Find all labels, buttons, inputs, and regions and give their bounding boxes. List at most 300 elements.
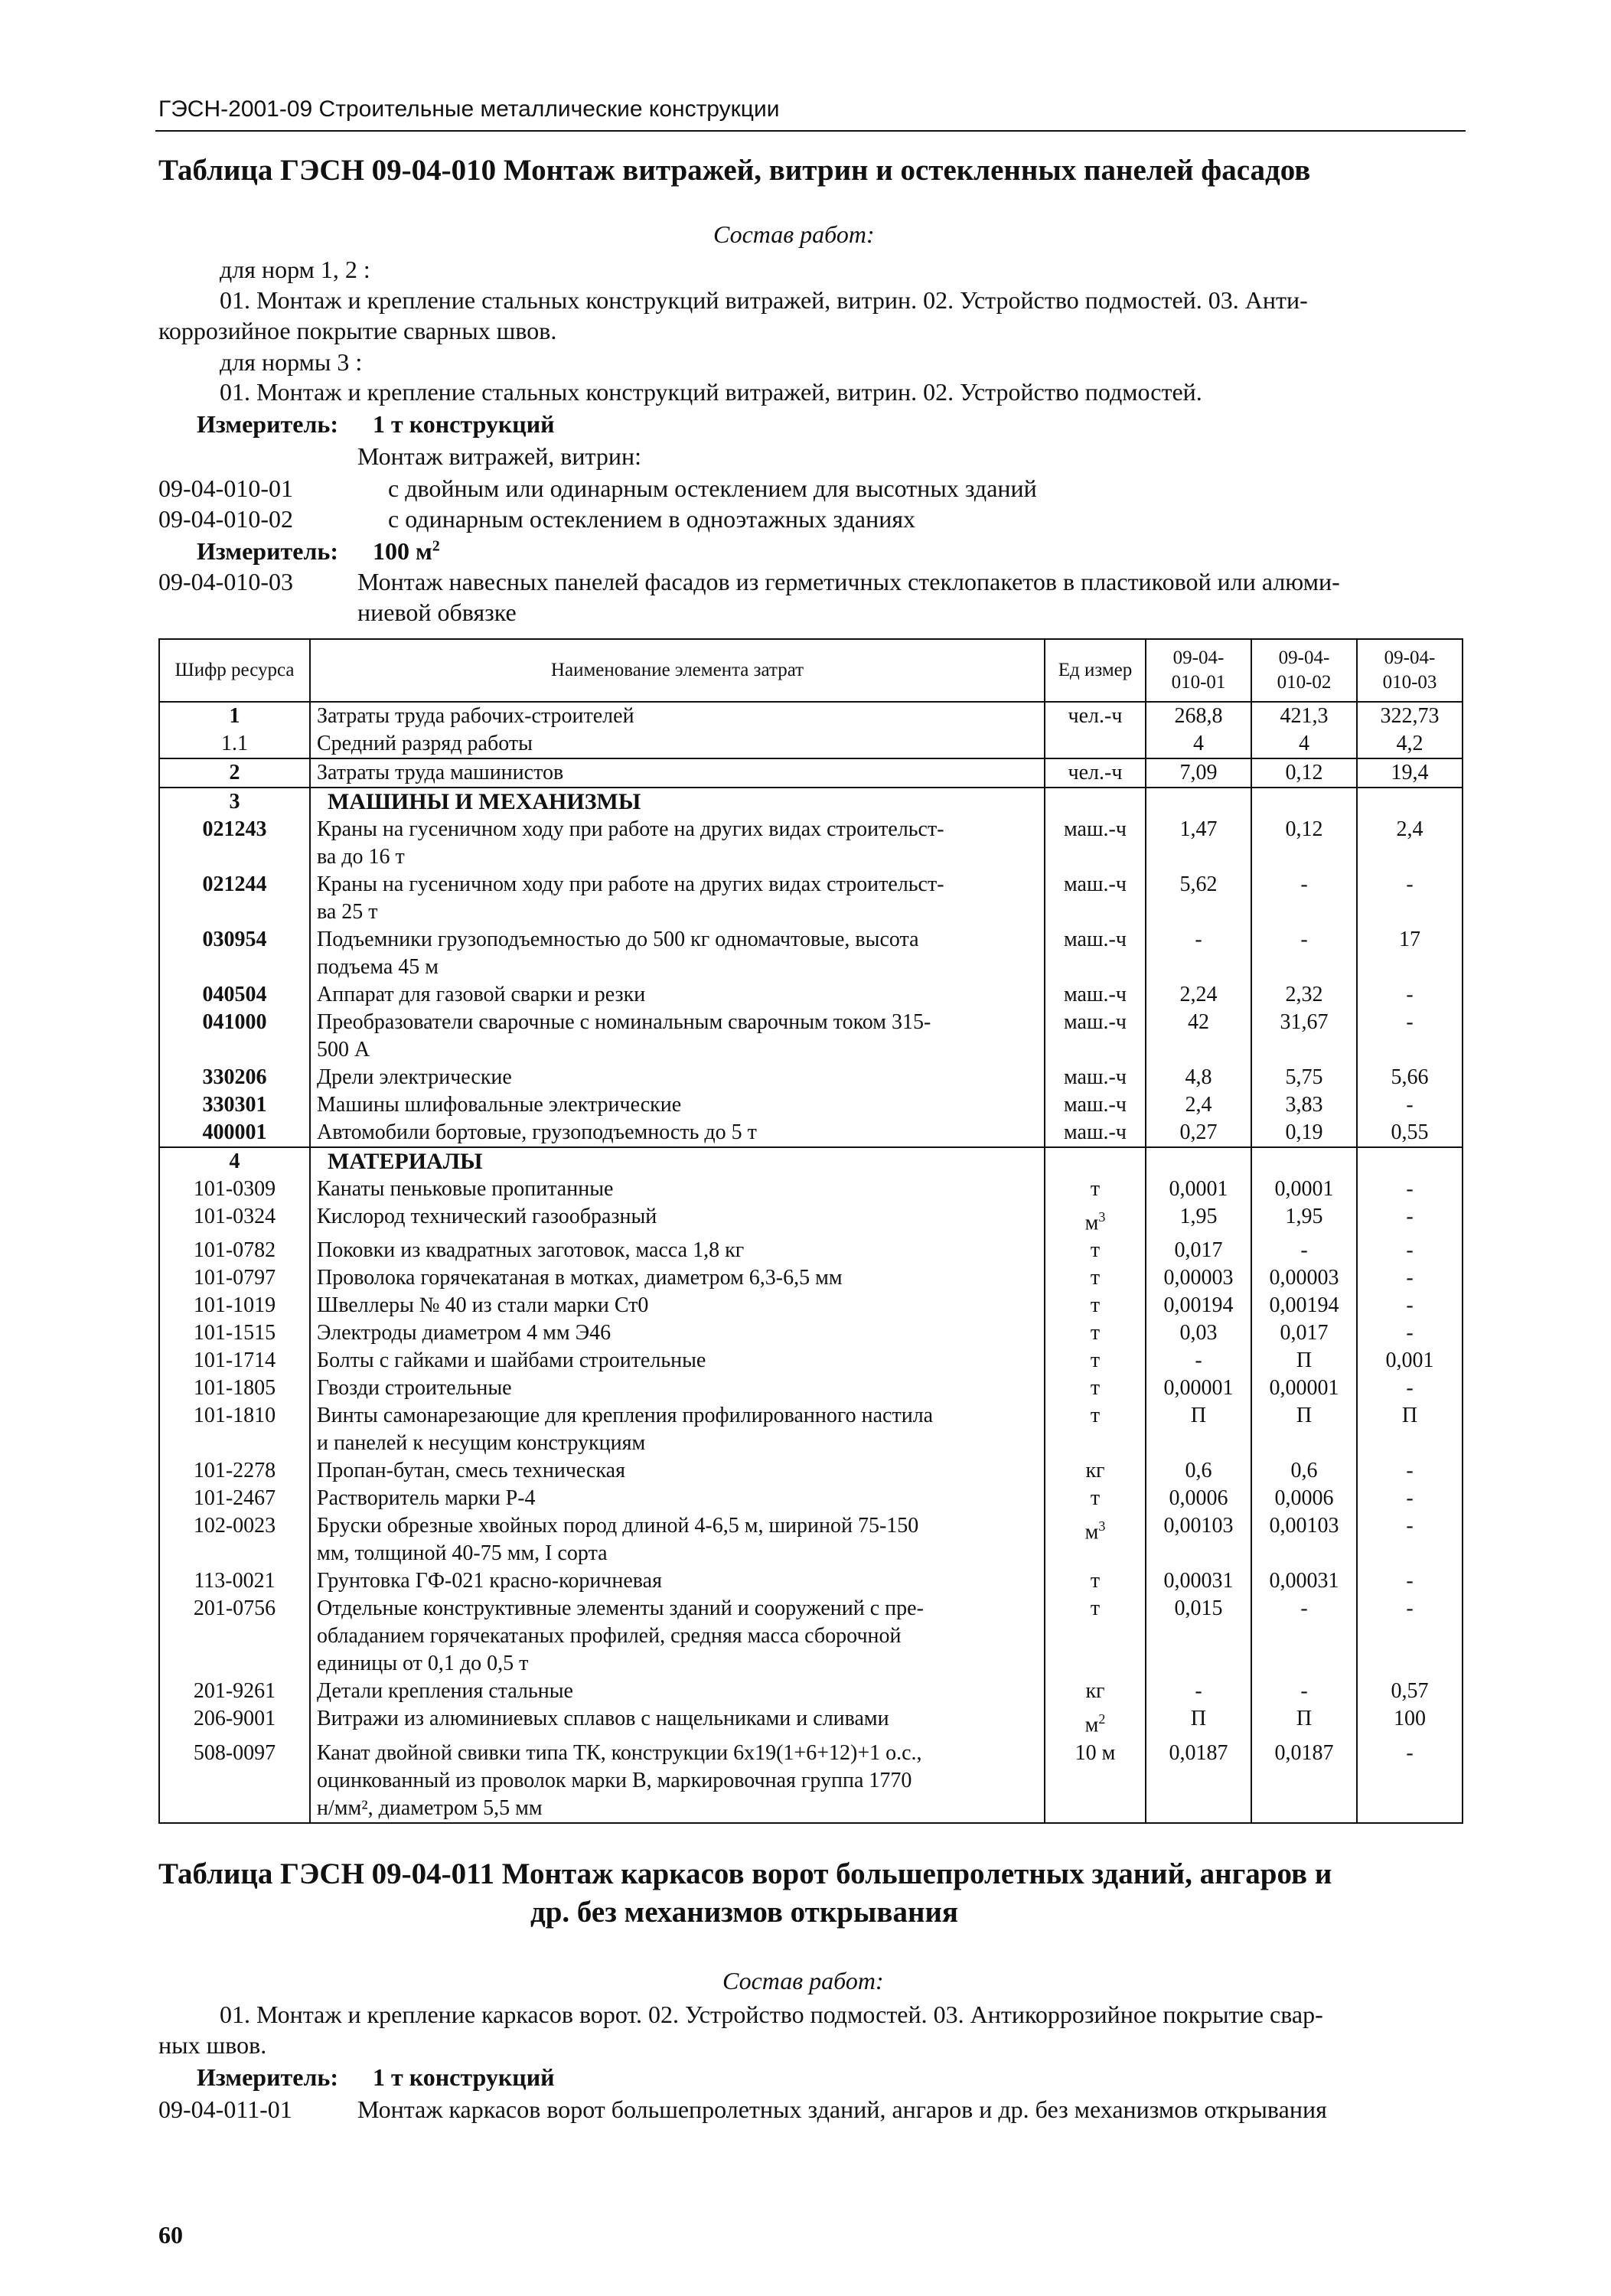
cell-value-1: 0,00194 <box>1146 1292 1251 1319</box>
cell-value-3: 0,55 <box>1357 1119 1463 1147</box>
cell-value-1: 0,0187 <box>1146 1740 1251 1823</box>
cell-value-3: - <box>1357 1091 1463 1119</box>
cell-value-3: 0,001 <box>1357 1347 1463 1375</box>
cell-value-3: - <box>1357 981 1463 1009</box>
cell-unit-text: т <box>1090 1569 1101 1593</box>
work-12-line2: коррозийное покрытие сварных швов. <box>158 317 557 344</box>
cell-unit <box>1045 926 1146 981</box>
cell-code: 101-1714 <box>159 1347 310 1375</box>
cell-code: 101-1805 <box>159 1375 310 1402</box>
cell-name <box>310 1203 1045 1237</box>
norm-code: 09-04-010-01 <box>158 475 293 502</box>
table-row <box>159 1485 1463 1512</box>
header-code: Шифр ресурса <box>159 639 310 702</box>
cell-unit <box>1045 1485 1146 1512</box>
work-3: 01. Монтаж и крепление стальных конструкций витражей, витрин. 02. Устройство подмостей. <box>220 378 1202 406</box>
cell-value-1: 0,00103 <box>1146 1512 1251 1567</box>
cell-unit-text: т <box>1090 1238 1101 1263</box>
cell-code: 113-0021 <box>159 1567 310 1595</box>
cell-unit <box>1045 788 1146 816</box>
for-norms-12: для норм 1, 2 : <box>220 256 370 283</box>
cell-unit <box>1045 1595 1146 1678</box>
table-row <box>159 1595 1463 1678</box>
cell-value-2: 0,00003 <box>1251 1264 1357 1292</box>
cell-unit <box>1045 1567 1146 1595</box>
norm-code: 09-04-010-02 <box>158 505 293 533</box>
cell-name <box>310 1319 1045 1347</box>
cell-name <box>310 702 1045 730</box>
cell-value-1: 7,09 <box>1146 758 1251 788</box>
cell-unit-sup: 2 <box>1098 1711 1106 1727</box>
cell-value-1: 0,017 <box>1146 1237 1251 1264</box>
table-row <box>159 816 1463 871</box>
table-row <box>159 1375 1463 1402</box>
cell-code: 101-0782 <box>159 1237 310 1264</box>
cell-unit-text: т <box>1090 1177 1101 1201</box>
cell-name <box>310 1595 1045 1678</box>
cell-unit-text: чел.-ч <box>1068 704 1123 728</box>
cell-name-line: Канаты пеньковые пропитанные <box>317 1177 614 1201</box>
table-row <box>159 1091 1463 1119</box>
table-row <box>159 788 1463 816</box>
cell-value-2: 0,00103 <box>1251 1512 1357 1567</box>
cell-unit <box>1045 1375 1146 1402</box>
cell-value-1: 0,27 <box>1146 1119 1251 1147</box>
table-row <box>159 1740 1463 1823</box>
cell-name-line: Затраты труда рабочих-строителей <box>317 704 634 728</box>
table2-measure-label: Измеритель: <box>197 2063 338 2091</box>
cell-unit-text: т <box>1090 1596 1101 1621</box>
cell-unit-text: маш.-ч <box>1064 817 1127 841</box>
cell-name <box>310 1512 1045 1567</box>
table-row <box>159 1176 1463 1203</box>
cell-name-line: 500 А <box>317 1038 370 1062</box>
cell-name-line: Средний разряд работы <box>317 732 533 755</box>
cell-unit-text: маш.-ч <box>1064 1010 1127 1034</box>
cell-name-line: Винты самонарезающие для крепления профилированного настила <box>317 1404 934 1428</box>
cell-name-line: Автомобили бортовые, грузоподъемность до 5 т <box>317 1120 757 1144</box>
cell-code: 101-1019 <box>159 1292 310 1319</box>
cell-value-1: 0,00031 <box>1146 1567 1251 1595</box>
cell-unit-text: т <box>1090 1293 1101 1318</box>
cell-name <box>310 1740 1045 1823</box>
cell-value-3: - <box>1357 1009 1463 1064</box>
header-col3: 09-04- 010-03 <box>1357 639 1463 702</box>
cell-value-3: 4,2 <box>1357 730 1463 758</box>
cell-name <box>310 1375 1045 1402</box>
cell-value-2: 1,95 <box>1251 1203 1357 1237</box>
cell-value-3: - <box>1357 1319 1463 1347</box>
cell-unit <box>1045 1119 1146 1147</box>
cell-value-2: - <box>1251 926 1357 981</box>
table2-norm-text: Монтаж каркасов ворот большепролетных зданий, ангаров и др. без механизмов открывания <box>357 2095 1327 2123</box>
cell-unit <box>1045 981 1146 1009</box>
cell-value-1: - <box>1146 926 1251 981</box>
cell-unit <box>1045 1705 1146 1739</box>
cell-value-2: 0,6 <box>1251 1457 1357 1485</box>
group-title: Монтаж витражей, витрин: <box>357 442 642 470</box>
cell-unit-sup: 3 <box>1098 1209 1106 1225</box>
cell-value-1: 42 <box>1146 1009 1251 1064</box>
table-row <box>159 1457 1463 1485</box>
cell-name-line: Дрели электрические <box>317 1065 512 1089</box>
cell-unit <box>1045 1457 1146 1485</box>
cell-value-1: 4,8 <box>1146 1064 1251 1091</box>
table-row <box>159 981 1463 1009</box>
cell-name <box>310 788 1045 816</box>
norm-text: с двойным или одинарным остеклением для высотных зданий <box>388 475 1037 502</box>
cell-code: 330206 <box>159 1064 310 1091</box>
cell-value-1: П <box>1146 1705 1251 1739</box>
table2-title-line1: Таблица ГЭСН 09-04-011 Монтаж каркасов ворот большепролетных зданий, ангаров и <box>158 1857 1332 1890</box>
cell-unit-text: маш.-ч <box>1064 928 1127 951</box>
cell-unit <box>1045 1091 1146 1119</box>
cell-value-2: - <box>1251 1678 1357 1705</box>
cell-value-2: П <box>1251 1402 1357 1457</box>
table1-composition-heading: Состав работ: <box>713 220 875 248</box>
cell-name-line: МАТЕРИАЛЫ <box>328 1149 483 1174</box>
cell-value-1: 5,62 <box>1146 871 1251 926</box>
cell-value-2: 2,32 <box>1251 981 1357 1009</box>
cell-name-line: Канат двойной свивки типа ТК, конструкции 6х19(1+6+12)+1 о.с., <box>317 1740 922 1765</box>
header-col1: 09-04- 010-01 <box>1146 639 1251 702</box>
cell-value-1: 0,00001 <box>1146 1375 1251 1402</box>
cell-value-3: - <box>1357 1740 1463 1823</box>
cell-unit-text: чел.-ч <box>1068 761 1123 784</box>
cell-unit-text: маш.-ч <box>1064 872 1127 896</box>
page-number: 60 <box>158 2221 183 2249</box>
cell-unit-text: 10 м <box>1075 1740 1116 1765</box>
cell-value-2: 0,0006 <box>1251 1485 1357 1512</box>
header-rule <box>155 130 1466 132</box>
cell-value-1: 2,4 <box>1146 1091 1251 1119</box>
cell-name-line: Пропан-бутан, смесь техническая <box>317 1459 625 1483</box>
cell-value-3: - <box>1357 1264 1463 1292</box>
cell-name <box>310 816 1045 871</box>
cell-code: 101-1810 <box>159 1402 310 1457</box>
cell-unit <box>1045 1147 1146 1176</box>
table2-work-line1: 01. Монтаж и крепление каркасов ворот. 02. Устройство подмостей. 03. Антикоррозийное покрытие свар- <box>220 2001 1323 2028</box>
cell-unit <box>1045 758 1146 788</box>
norm3-line2: ниевой обвязке <box>357 598 517 626</box>
cell-unit <box>1045 1678 1146 1705</box>
cell-value-3: 17 <box>1357 926 1463 981</box>
cell-value-2 <box>1251 1147 1357 1176</box>
cell-value-1: 0,03 <box>1146 1319 1251 1347</box>
cell-name <box>310 1064 1045 1091</box>
table-row <box>159 1203 1463 1237</box>
cell-code: 3 <box>159 788 310 816</box>
cell-unit-text: маш.-ч <box>1064 1093 1127 1117</box>
cell-value-3: - <box>1357 871 1463 926</box>
cell-value-2 <box>1251 788 1357 816</box>
running-header: ГЭСН-2001-09 Строительные металлические конструкции <box>158 96 780 122</box>
cell-value-2: 31,67 <box>1251 1009 1357 1064</box>
cell-unit <box>1045 1319 1146 1347</box>
cell-unit <box>1045 1512 1146 1567</box>
table2-measure-value: 1 т конструкций <box>373 2063 555 2091</box>
cell-unit-text: маш.-ч <box>1064 1065 1127 1089</box>
cell-code: 101-2278 <box>159 1457 310 1485</box>
cell-value-2: 0,00001 <box>1251 1375 1357 1402</box>
cell-unit-sup: 3 <box>1098 1518 1106 1534</box>
cell-unit <box>1045 1347 1146 1375</box>
cell-value-1: - <box>1146 1347 1251 1375</box>
cell-value-1: 2,24 <box>1146 981 1251 1009</box>
cell-unit-text: м <box>1084 1211 1099 1235</box>
norm3-code: 09-04-010-03 <box>158 568 293 595</box>
cell-name-line: Проволока горячекатаная в мотках, диаметром 6,3-6,5 мм <box>317 1266 843 1290</box>
cell-name <box>310 1119 1045 1147</box>
cell-value-2: 0,0187 <box>1251 1740 1357 1823</box>
cell-code: 101-1515 <box>159 1319 310 1347</box>
cell-name-line: Краны на гусеничном ходу при работе на других видах строительст- <box>317 817 944 841</box>
table-row <box>159 1512 1463 1567</box>
cell-value-2: 4 <box>1251 730 1357 758</box>
cell-unit <box>1045 816 1146 871</box>
cell-name <box>310 1091 1045 1119</box>
measure1-value: 1 т конструкций <box>373 410 555 438</box>
cell-name <box>310 1347 1045 1375</box>
cell-unit <box>1045 1740 1146 1823</box>
cell-code: 101-0324 <box>159 1203 310 1237</box>
table-row <box>159 1567 1463 1595</box>
cell-value-1: 268,8 <box>1146 702 1251 730</box>
cell-name-line: Растворитель марки Р-4 <box>317 1486 536 1511</box>
cell-name <box>310 1264 1045 1292</box>
cell-value-2: 3,83 <box>1251 1091 1357 1119</box>
cell-unit <box>1045 1264 1146 1292</box>
cell-value-2: 421,3 <box>1251 702 1357 730</box>
cell-value-2: - <box>1251 1237 1357 1264</box>
cell-value-2: 0,00031 <box>1251 1567 1357 1595</box>
for-norm-3: для нормы 3 : <box>220 348 363 376</box>
table-row <box>159 1064 1463 1091</box>
cell-code: 4 <box>159 1147 310 1176</box>
cell-value-3: - <box>1357 1595 1463 1678</box>
cell-name-line: Электроды диаметром 4 мм Э46 <box>317 1321 611 1345</box>
table2-work-line2: ных швов. <box>158 2031 267 2059</box>
cell-value-3: - <box>1357 1512 1463 1567</box>
measure2-value: 100 $м^2$ <box>373 537 440 565</box>
cell-name-line: Преобразователи сварочные с номинальным сварочным током 315- <box>317 1010 931 1034</box>
cell-unit <box>1045 1292 1146 1319</box>
cell-code: 030954 <box>159 926 310 981</box>
cell-value-2: - <box>1251 871 1357 926</box>
cell-value-3: П <box>1357 1402 1463 1457</box>
cell-value-2: 5,75 <box>1251 1064 1357 1091</box>
cell-value-1: 4 <box>1146 730 1251 758</box>
cell-name-line: мм, толщиной 40-75 мм, I сорта <box>317 1541 608 1566</box>
cell-unit <box>1045 702 1146 730</box>
cell-name-line: Детали крепления стальные <box>317 1679 573 1704</box>
cell-value-2: 0,00194 <box>1251 1292 1357 1319</box>
cell-name <box>310 1009 1045 1064</box>
cell-unit-text: т <box>1090 1486 1101 1511</box>
cell-value-1: 0,0001 <box>1146 1176 1251 1203</box>
cell-name <box>310 1176 1045 1203</box>
cell-code: 206-9001 <box>159 1705 310 1739</box>
cell-value-1: 0,00003 <box>1146 1264 1251 1292</box>
cell-name-line: обладанием горячекатаных профилей, средняя масса сборочной <box>317 1624 902 1649</box>
cell-code: 040504 <box>159 981 310 1009</box>
cell-value-2: П <box>1251 1347 1357 1375</box>
cell-name-line: Машины шлифовальные электрические <box>317 1093 682 1117</box>
table2-composition-heading: Состав работ: <box>722 1967 884 1994</box>
cell-name-line: Кислород технический газообразный <box>317 1205 657 1228</box>
cell-name-line: Витражи из алюминиевых сплавов с нащельниками и сливами <box>317 1707 889 1731</box>
measure1-label: Измеритель: <box>197 410 338 438</box>
cell-name <box>310 1402 1045 1457</box>
cell-name-line: Подъемники грузоподъемностью до 500 кг одномачтовые, высота <box>317 928 919 951</box>
cell-unit-text: т <box>1090 1404 1101 1428</box>
cell-unit <box>1045 1203 1146 1237</box>
cell-value-3: - <box>1357 1237 1463 1264</box>
cell-name-line: МАШИНЫ И МЕХАНИЗМЫ <box>328 789 641 814</box>
cell-code: 508-0097 <box>159 1740 310 1823</box>
resource-table <box>158 638 1463 1824</box>
cell-name-line: Гвозди строительные <box>317 1376 512 1401</box>
table-row <box>159 702 1463 730</box>
table-row <box>159 730 1463 758</box>
cell-name <box>310 758 1045 788</box>
cell-value-3: - <box>1357 1375 1463 1402</box>
table-row <box>159 1678 1463 1705</box>
table-body <box>159 702 1463 1823</box>
cell-unit-text: кг <box>1085 1679 1105 1704</box>
cell-unit <box>1045 871 1146 926</box>
cell-code: 201-9261 <box>159 1678 310 1705</box>
cell-unit <box>1045 1237 1146 1264</box>
cell-name-line: единицы от 0,1 до 0,5 т <box>317 1652 529 1676</box>
table-row <box>159 1147 1463 1176</box>
cell-unit <box>1045 1064 1146 1091</box>
cell-name <box>310 871 1045 926</box>
cell-unit <box>1045 1176 1146 1203</box>
cell-code: 2 <box>159 758 310 788</box>
cell-value-3 <box>1357 1147 1463 1176</box>
cell-value-1: П <box>1146 1402 1251 1457</box>
measure2-label: Измеритель: <box>197 537 338 565</box>
cell-name-line: ва до 16 т <box>317 845 405 869</box>
cell-value-3: 322,73 <box>1357 702 1463 730</box>
cell-unit-text: т <box>1090 1376 1101 1401</box>
cell-code: 1 <box>159 702 310 730</box>
cell-unit-text: т <box>1090 1349 1101 1373</box>
cell-code: 021244 <box>159 871 310 926</box>
cell-value-3: 100 <box>1357 1705 1463 1739</box>
cell-value-2: 0,12 <box>1251 758 1357 788</box>
cell-unit <box>1045 1402 1146 1457</box>
table-row <box>159 1347 1463 1375</box>
cell-value-2: 0,12 <box>1251 816 1357 871</box>
cell-value-1: 0,015 <box>1146 1595 1251 1678</box>
cell-value-2: 0,017 <box>1251 1319 1357 1347</box>
cell-unit-text: т <box>1090 1266 1101 1290</box>
work-12-line1: 01. Монтаж и крепление стальных конструкций витражей, витрин. 02. Устройство подмостей. 03. Анти- <box>220 286 1308 314</box>
cell-name <box>310 981 1045 1009</box>
cell-unit-text: м <box>1084 1520 1099 1544</box>
cell-code: 021243 <box>159 816 310 871</box>
cell-name-line: Бруски обрезные хвойных пород длиной 4-6,5 м, шириной 75-150 <box>317 1514 919 1538</box>
cell-code: 041000 <box>159 1009 310 1064</box>
cell-value-2: П <box>1251 1705 1357 1739</box>
cell-name <box>310 1485 1045 1512</box>
norm3-line1: Монтаж навесных панелей фасадов из герметичных стеклопакетов в пластиковой или алюми- <box>357 568 1340 595</box>
table-row <box>159 871 1463 926</box>
table-row <box>159 1264 1463 1292</box>
cell-value-2: 0,19 <box>1251 1119 1357 1147</box>
cell-code: 330301 <box>159 1091 310 1119</box>
cell-value-3: 0,57 <box>1357 1678 1463 1705</box>
table-row <box>159 1237 1463 1264</box>
cell-value-1: 0,0006 <box>1146 1485 1251 1512</box>
cell-name-line: Болты с гайками и шайбами строительные <box>317 1349 706 1373</box>
table-row <box>159 1705 1463 1739</box>
cell-name <box>310 1292 1045 1319</box>
cell-value-3: - <box>1357 1457 1463 1485</box>
table-row <box>159 758 1463 788</box>
cell-value-3 <box>1357 788 1463 816</box>
cell-name-line: и панелей к несущим конструкциям <box>317 1431 646 1456</box>
cell-name <box>310 926 1045 981</box>
cell-code: 101-0309 <box>159 1176 310 1203</box>
cell-value-3: - <box>1357 1485 1463 1512</box>
cell-value-1: 1,95 <box>1146 1203 1251 1237</box>
cell-value-1 <box>1146 1147 1251 1176</box>
cell-name <box>310 1678 1045 1705</box>
cell-value-3: - <box>1357 1203 1463 1237</box>
table-row <box>159 1009 1463 1064</box>
cell-value-3: 2,4 <box>1357 816 1463 871</box>
cell-code: 201-0756 <box>159 1595 310 1678</box>
table-row <box>159 1402 1463 1457</box>
cell-unit-text: кг <box>1085 1459 1105 1483</box>
cell-name-line: оцинкованный из проволок марки В, маркировочная группа 1770 <box>317 1768 912 1792</box>
cell-name-line: Отдельные конструктивные элементы зданий и сооружений с пре- <box>317 1596 924 1621</box>
cell-value-1: 0,6 <box>1146 1457 1251 1485</box>
cell-value-2: - <box>1251 1595 1357 1678</box>
cell-value-3: - <box>1357 1567 1463 1595</box>
cell-value-2: 0,0001 <box>1251 1176 1357 1203</box>
header-unit: Ед измер <box>1045 639 1146 702</box>
table-row <box>159 926 1463 981</box>
table-row <box>159 1292 1463 1319</box>
cell-name-line: Швеллеры № 40 из стали марки Ст0 <box>317 1293 649 1318</box>
table-header-row <box>159 639 1463 702</box>
cell-name-line: подъема 45 м <box>317 955 439 979</box>
cell-name <box>310 1705 1045 1739</box>
cell-code: 400001 <box>159 1119 310 1147</box>
cell-unit-text: маш.-ч <box>1064 1120 1127 1144</box>
header-col2: 09-04- 010-02 <box>1251 639 1357 702</box>
cell-unit-text: т <box>1090 1321 1101 1345</box>
cell-name <box>310 1457 1045 1485</box>
cell-unit <box>1045 1009 1146 1064</box>
header-name: Наименование элемента затрат <box>310 639 1045 702</box>
cell-name-line: Грунтовка ГФ-021 красно-коричневая <box>317 1569 662 1593</box>
cell-value-3: 5,66 <box>1357 1064 1463 1091</box>
cell-name-line: Поковки из квадратных заготовок, масса 1,8 кг <box>317 1238 745 1263</box>
cell-name <box>310 1147 1045 1176</box>
cell-name-line: Краны на гусеничном ходу при работе на других видах строительст- <box>317 872 944 896</box>
cell-name-line: Затраты труда машинистов <box>317 761 564 784</box>
norm-text: с одинарным остеклением в одноэтажных зданиях <box>388 505 916 533</box>
cell-name-line: н/мм², диаметром 5,5 мм <box>317 1795 543 1820</box>
table2-title-line2: др. без механизмов открывания <box>530 1896 959 1929</box>
cell-unit-text: м <box>1084 1713 1099 1737</box>
cell-value-3: 19,4 <box>1357 758 1463 788</box>
